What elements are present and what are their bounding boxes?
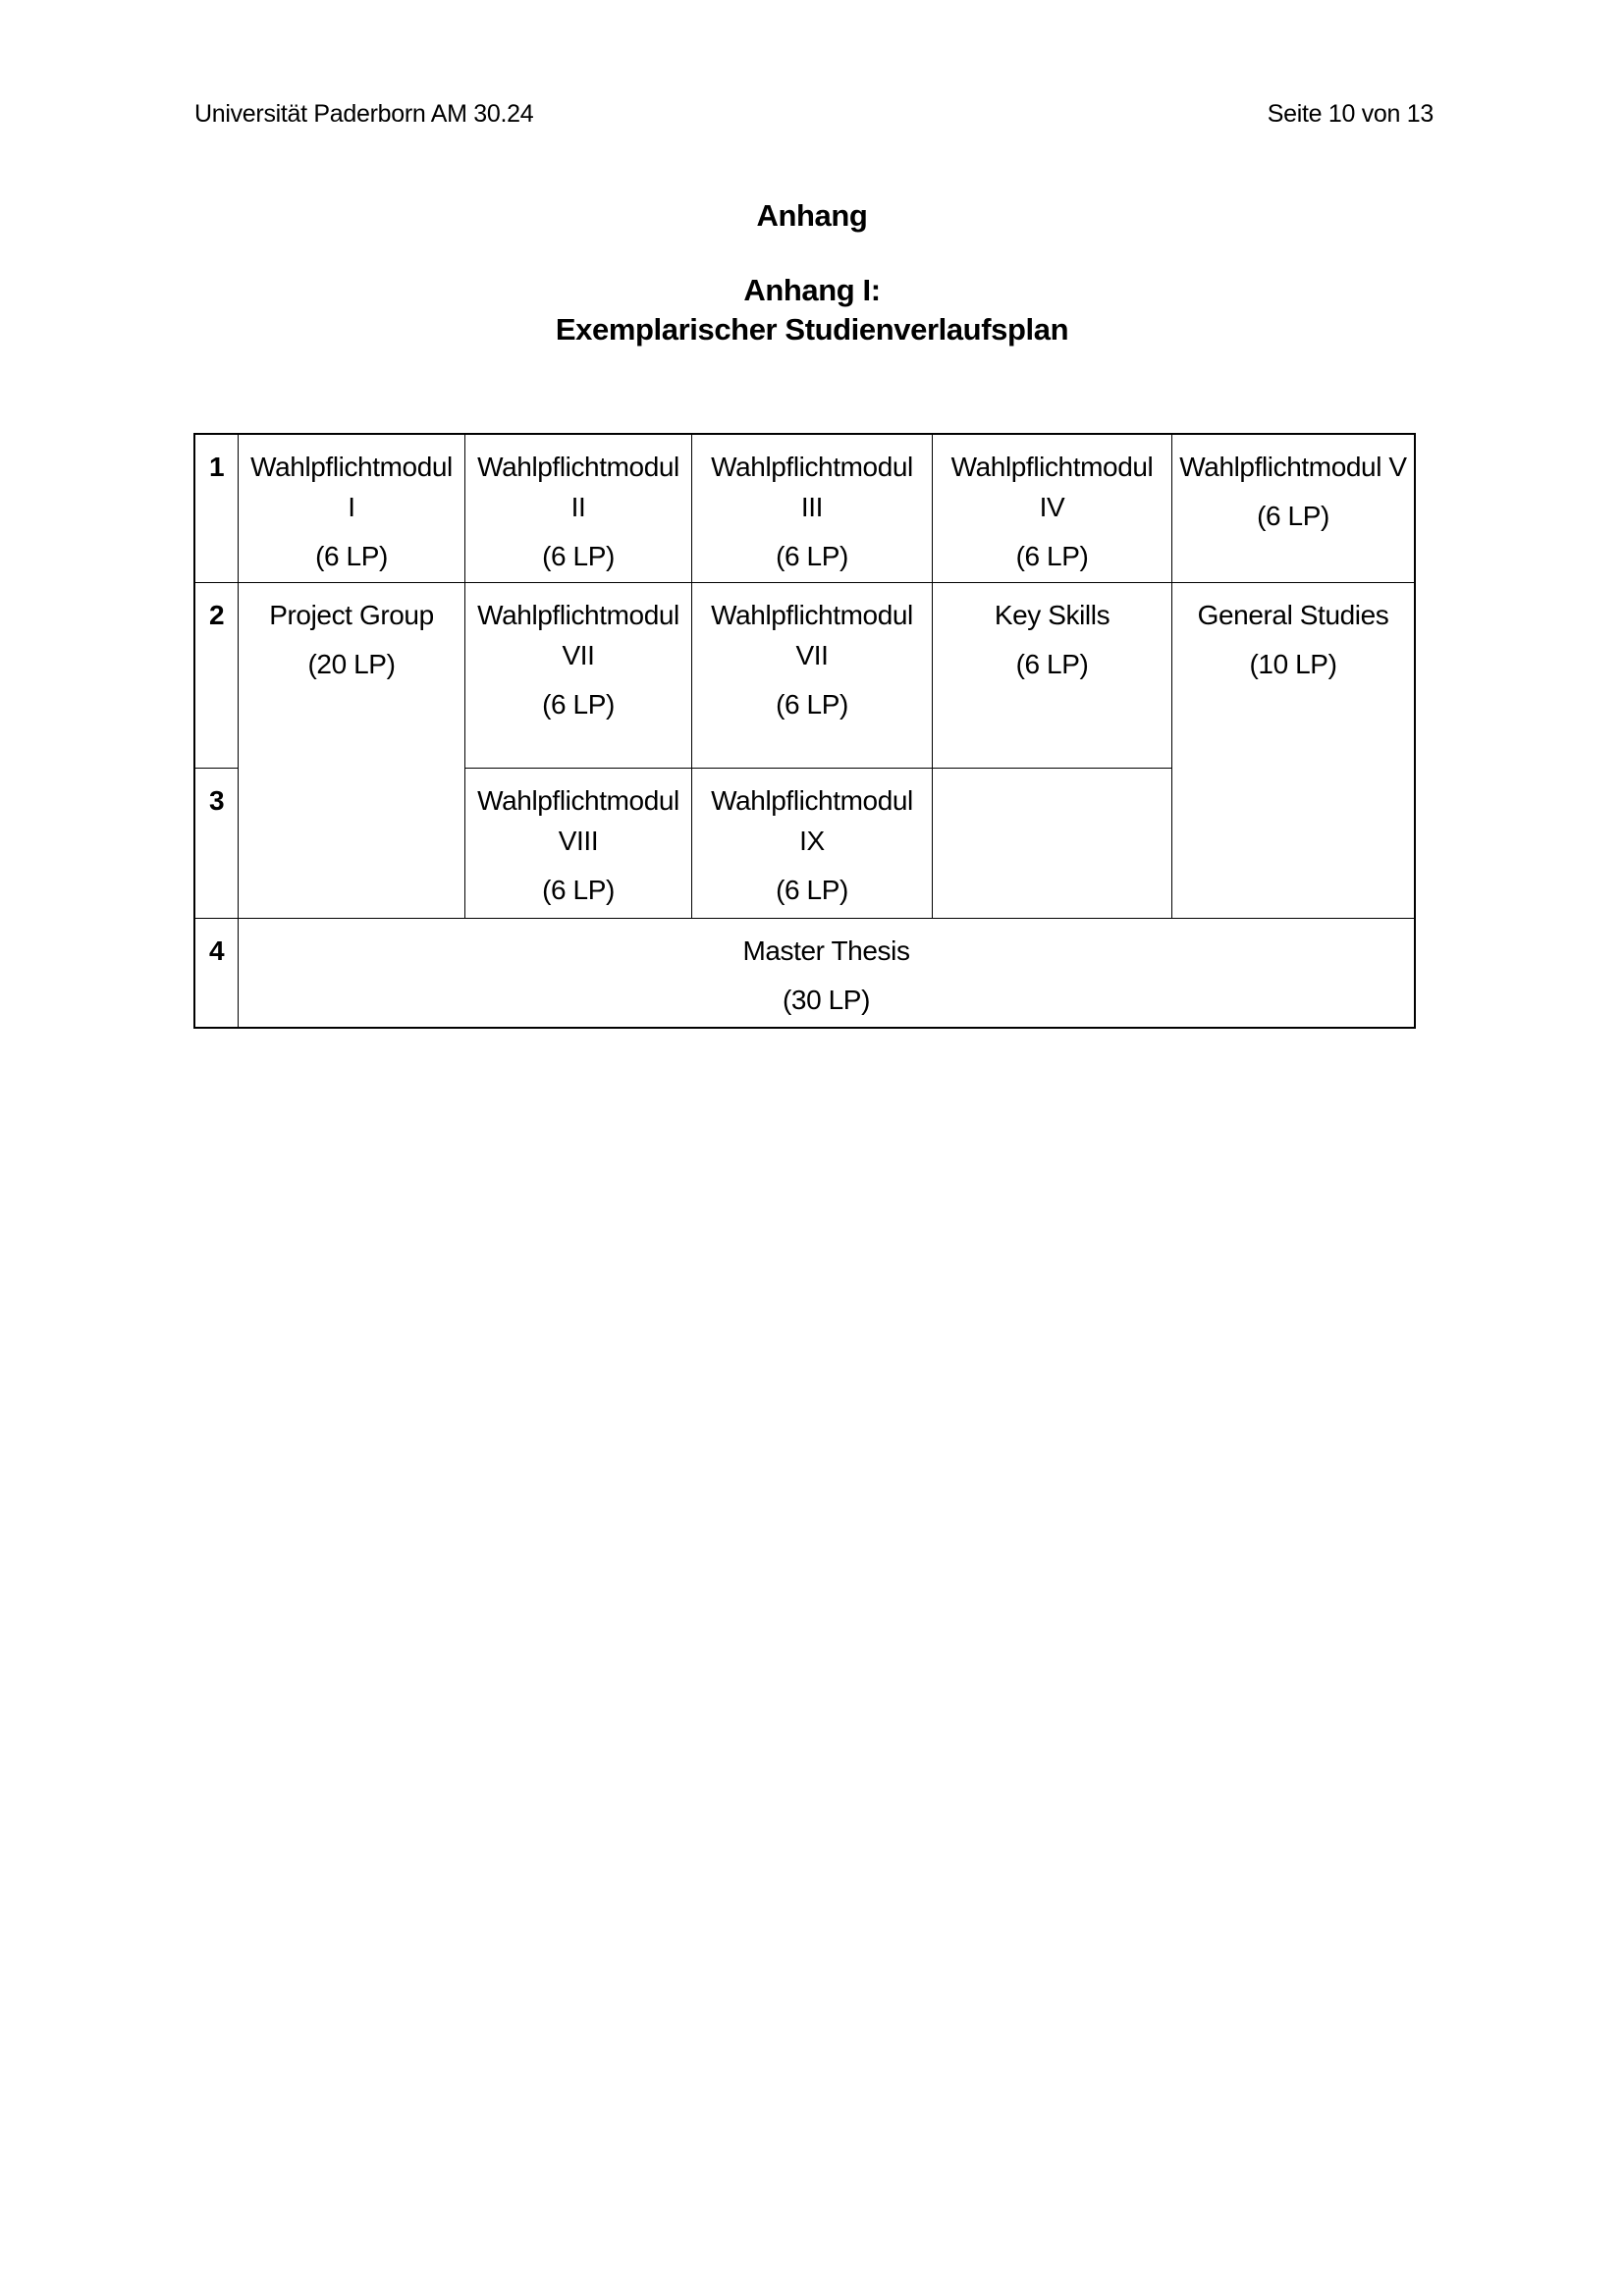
module-name: Wahlpflichtmodul xyxy=(711,600,913,630)
module-name: Wahlpflichtmodul xyxy=(477,452,679,482)
header-document-id: Universität Paderborn AM 30.24 xyxy=(194,100,534,128)
module-cell xyxy=(239,435,465,583)
module-credits: (6 LP) xyxy=(776,541,848,571)
page-title: Anhang xyxy=(756,198,868,233)
module-credits: (6 LP) xyxy=(776,875,848,905)
table-row-semester-4 xyxy=(195,919,1415,1028)
page-header xyxy=(194,100,1434,133)
module-number: IX xyxy=(799,826,825,856)
semester-number: 3 xyxy=(195,769,239,919)
module-name: Wahlpflichtmodul xyxy=(950,452,1154,482)
module-name: Wahlpflichtmodul xyxy=(477,785,679,816)
module-cell xyxy=(692,583,933,769)
module-credits: (6 LP) xyxy=(542,689,615,720)
module-name: Master Thesis xyxy=(742,935,910,966)
module-name: General Studies xyxy=(1197,600,1389,630)
module-cell-key-skills xyxy=(933,583,1172,769)
section-heading xyxy=(0,271,1624,349)
module-credits: (6 LP) xyxy=(542,541,615,571)
header-page-number: Seite 10 von 13 xyxy=(1267,100,1434,128)
module-credits: (30 LP) xyxy=(782,985,871,1015)
module-cell xyxy=(465,435,692,583)
semester-number: 4 xyxy=(195,919,239,1028)
module-credits: (20 LP) xyxy=(307,649,396,679)
module-name: Wahlpflichtmodul xyxy=(250,452,453,482)
semester-number: 1 xyxy=(195,435,239,583)
study-plan-table xyxy=(194,434,1415,1028)
table-row-semester-1 xyxy=(195,435,1415,583)
module-cell xyxy=(1172,435,1415,583)
module-cell-general-studies xyxy=(1172,583,1415,919)
module-credits: (6 LP) xyxy=(1015,541,1089,571)
module-credits: (6 LP) xyxy=(315,541,388,571)
module-credits: (6 LP) xyxy=(776,689,848,720)
module-credits: (10 LP) xyxy=(1249,649,1337,679)
module-name: Wahlpflichtmodul V xyxy=(1179,452,1407,482)
section-heading-line2: Exemplarischer Studienverlaufsplan xyxy=(555,312,1069,347)
module-cell-master-thesis xyxy=(239,919,1415,1028)
module-number: VII xyxy=(562,640,595,670)
module-credits: (6 LP) xyxy=(1257,501,1329,531)
module-cell xyxy=(692,435,933,583)
module-cell xyxy=(465,769,692,919)
module-name: Project Group xyxy=(269,600,434,630)
section-heading-line1: Anhang I: xyxy=(743,273,881,307)
module-number: VIII xyxy=(558,826,599,856)
module-number: III xyxy=(800,492,824,522)
module-cell xyxy=(692,769,933,919)
semester-number: 2 xyxy=(195,583,239,769)
module-number: IV xyxy=(1039,492,1065,522)
module-cell-project-group xyxy=(239,583,465,919)
module-name: Wahlpflichtmodul xyxy=(711,785,913,816)
module-name: Wahlpflichtmodul xyxy=(477,600,679,630)
module-name: Wahlpflichtmodul xyxy=(711,452,913,482)
module-number: I xyxy=(348,492,355,522)
module-number: VII xyxy=(795,640,829,670)
module-credits: (6 LP) xyxy=(542,875,615,905)
module-name: Key Skills xyxy=(994,600,1110,630)
table-row-semester-2 xyxy=(195,583,1415,769)
module-cell xyxy=(465,583,692,769)
module-number: II xyxy=(570,492,586,522)
module-cell xyxy=(933,435,1172,583)
module-credits: (6 LP) xyxy=(1015,649,1089,679)
empty-cell xyxy=(933,769,1172,919)
